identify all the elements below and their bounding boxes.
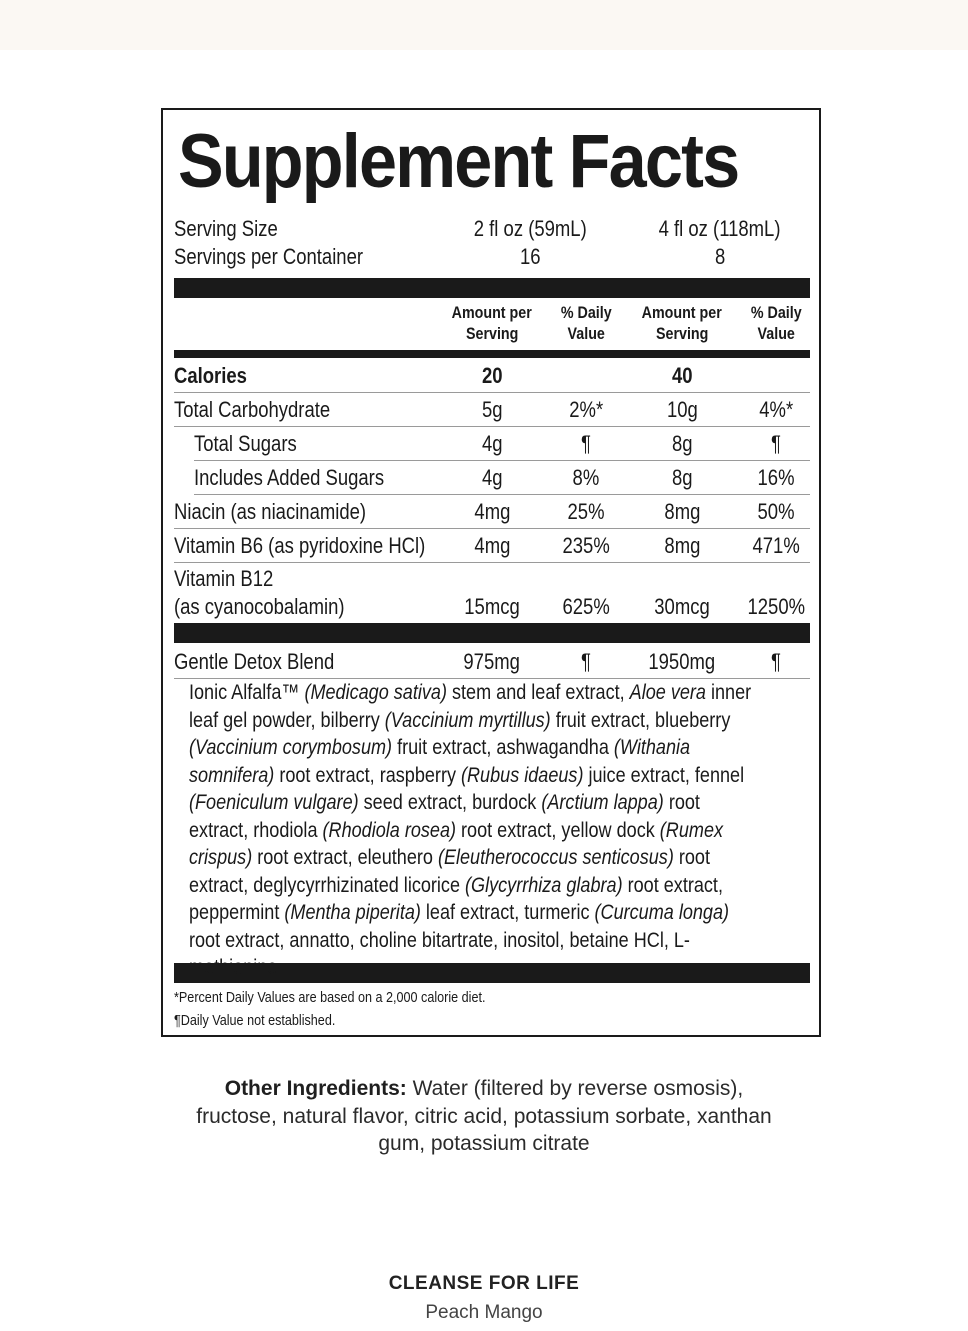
other-ingredients-text: Water (filtered by reverse osmosis), fructose, natural flavor, citric acid, potassium sorbate, xanthan gum, potassium citrate [196, 1077, 772, 1155]
product-name: CLEANSE FOR LIFE [388, 1273, 580, 1294]
other-ingredients [184, 1075, 784, 1158]
ingredient-text: fruit extract, ashwagandha [392, 736, 614, 759]
servings-label: Servings per Container [174, 244, 364, 269]
blend-row: Gentle Detox Blend 975mg ¶ 1950mg ¶ [174, 645, 810, 679]
botanical-name: (Mentha piperita) [284, 901, 421, 924]
footnote-percent-dv: *Percent Daily Values are based on a 2,000 calorie diet. [174, 989, 486, 1006]
blend-ingredients [189, 679, 757, 982]
thick-divider-2 [174, 623, 810, 643]
nutrient-row-vitamin-b6: Vitamin B6 (as pyridoxine HCl) 4mg 235% 8mg 471% [174, 529, 810, 563]
ingredient-text: seed extract, burdock [358, 791, 542, 814]
ingredient-text: Ionic Alfalfa™ [189, 681, 305, 704]
column-header [174, 302, 810, 346]
nutrient-row-vitamin-b12: Vitamin B12 (as cyanocobalamin) 15mcg 625% 30mcg 1250% [174, 566, 805, 619]
ingredient-text: root extract, peppermint [189, 873, 723, 924]
botanical-name: (Withania somnifera) [189, 736, 691, 787]
serving-size-1: 2 fl oz (59mL) [473, 216, 587, 241]
other-ingredients-label: Other Ingredients: [224, 1077, 407, 1100]
botanical-name: (Arctium lappa) [541, 791, 664, 814]
ingredient-text: root extract, rhodiola [189, 791, 700, 842]
header-amount-2: Amount per Serving [641, 303, 723, 343]
ingredient-text: root extract, annatto, choline bitartrate, inositol, betaine HCl, L-methionine [189, 928, 690, 979]
botanical-name: (Glycyrrhiza glabra) [465, 873, 623, 897]
ingredient-text: root extract, eleuthero [252, 846, 438, 869]
botanical-name: (Rumex crispus) [189, 818, 724, 869]
ingredient-text: inner leaf gel powder, bilberry [189, 681, 752, 732]
botanical-name: (Vaccinium corymbosum) [189, 736, 393, 759]
ingredient-text: fruit extract, blueberry [550, 708, 731, 732]
serving-size-row [174, 216, 810, 242]
panel-title: Supplement Facts [178, 119, 739, 204]
nutrient-row-total-carbohydrate: Total Carbohydrate 5g 2%* 10g 4%* [174, 393, 810, 427]
ingredient-text: root extract, deglycyrrhizinated licorice [189, 846, 710, 897]
nutrient-row-niacin: Niacin (as niacinamide) 4mg 25% 8mg 50% [174, 495, 810, 529]
serving-size-2: 4 fl oz (118mL) [659, 216, 781, 241]
top-band [0, 0, 968, 50]
header-dv-2: % Daily Value [750, 303, 802, 343]
botanical-name: (Medicago sativa) [304, 681, 447, 704]
header-dv-1: % Daily Value [560, 303, 612, 343]
nutrient-row-added-sugars: Includes Added Sugars 4g 8% 8g 16% [194, 461, 810, 495]
ingredient-text: juice extract, fennel [583, 763, 745, 787]
botanical-name: (Eleutherococcus senticosus) [437, 846, 674, 869]
ingredient-text: leaf extract, turmeric [420, 901, 595, 924]
botanical-name: (Rhodiola rosea) [322, 818, 457, 842]
thick-divider [174, 278, 810, 298]
servings-1: 16 [519, 244, 541, 269]
ingredient-text: root extract, raspberry [274, 763, 462, 787]
product-flavor: Peach Mango [425, 1302, 543, 1323]
footnote-dv-not-established: ¶Daily Value not established. [174, 1012, 336, 1029]
ingredient-text: stem and leaf extract, [446, 681, 630, 704]
medium-divider [174, 350, 810, 358]
ingredient-text: root extract, yellow dock [456, 818, 660, 842]
botanical-name: (Foeniculum vulgare) [189, 791, 359, 814]
botanical-name: (Curcuma longa) [594, 901, 730, 924]
serving-size-label: Serving Size [174, 216, 278, 241]
botanical-name: (Vaccinium myrtillus) [384, 708, 551, 732]
servings-row [174, 244, 810, 270]
header-amount-1: Amount per Serving [451, 303, 533, 343]
botanical-name: Aloe vera [629, 681, 706, 704]
nutrient-row-total-sugars: Total Sugars 4g ¶ 8g ¶ [194, 427, 810, 461]
blend-name: Gentle Detox Blend [174, 649, 335, 674]
servings-2: 8 [714, 244, 726, 269]
botanical-name: (Rubus idaeus) [461, 763, 584, 787]
nutrient-row-calories: Calories 20 40 [174, 359, 810, 393]
